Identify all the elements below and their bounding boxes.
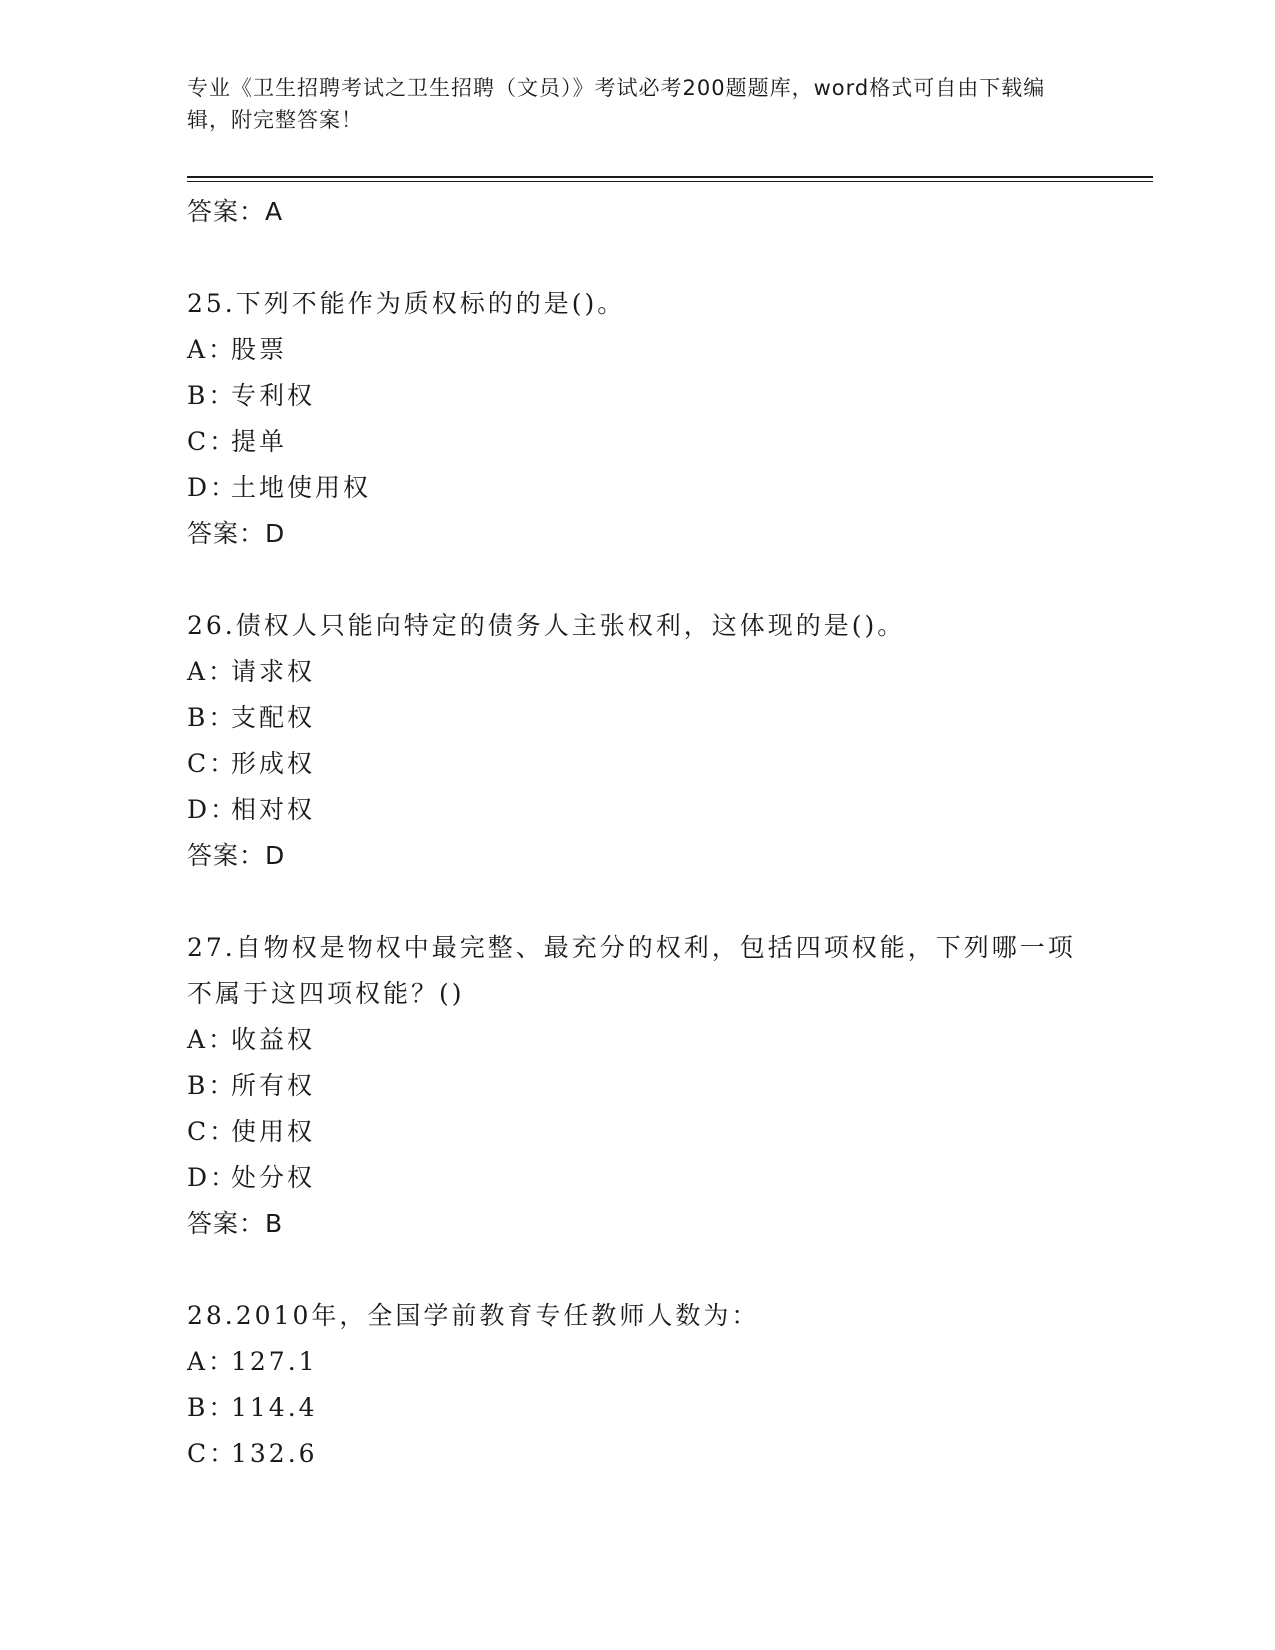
option-letter: B： <box>187 703 237 732</box>
option-item <box>187 373 1087 419</box>
spacer <box>187 1247 1087 1293</box>
option-letter: A： <box>187 1347 237 1376</box>
option-text: 114.4 <box>231 1393 318 1422</box>
option-item <box>187 695 1087 741</box>
option-text: 132.6 <box>231 1439 318 1468</box>
option-item <box>187 787 1087 833</box>
option-item <box>187 649 1087 695</box>
option-letter: C： <box>187 1439 238 1468</box>
answer-line: 答案：A <box>187 197 284 226</box>
option-text: 请求权 <box>231 657 316 686</box>
spacer <box>187 557 1087 603</box>
option-text: 使用权 <box>231 1117 316 1146</box>
question-stem: 26.债权人只能向特定的债务人主张权利，这体现的是()。 <box>187 611 906 640</box>
spacer <box>187 235 1087 281</box>
option-item <box>187 1155 1087 1201</box>
option-letter: C： <box>187 427 238 456</box>
option-letter: D： <box>187 1163 239 1192</box>
option-text: 127.1 <box>231 1347 318 1376</box>
answer-line: 答案：D <box>187 519 286 548</box>
option-letter: D： <box>187 473 239 502</box>
option-item <box>187 419 1087 465</box>
option-text: 所有权 <box>231 1071 316 1100</box>
option-text: 土地使用权 <box>231 473 372 502</box>
answer-line: 答案：B <box>187 1209 284 1238</box>
answer-line: 答案：D <box>187 841 286 870</box>
spacer <box>187 879 1087 925</box>
option-letter: B： <box>187 381 237 410</box>
option-text: 提单 <box>231 427 288 456</box>
option-text: 处分权 <box>231 1163 316 1192</box>
page-header: 专业《卫生招聘考试之卫生招聘（文员）》考试必考200题题库，word格式可自由下载编辑，附完整答案！ <box>187 76 1046 132</box>
option-letter: C： <box>187 1117 238 1146</box>
option-letter: A： <box>187 1025 237 1054</box>
option-text: 股票 <box>231 335 288 364</box>
option-letter: A： <box>187 335 237 364</box>
question-stem: 25.下列不能作为质权标的的是()。 <box>187 289 626 318</box>
header-divider <box>187 176 1153 178</box>
question-stem: 27.自物权是物权中最完整、最充分的权利，包括四项权能，下列哪一项不属于这四项权能？() <box>187 933 1076 1008</box>
option-item <box>187 1431 1087 1477</box>
option-item <box>187 1385 1087 1431</box>
option-item <box>187 1017 1087 1063</box>
option-item <box>187 465 1087 511</box>
option-letter: B： <box>187 1393 237 1422</box>
question-stem: 28.2010年，全国学前教育专任教师人数为： <box>187 1301 760 1330</box>
question-list <box>187 189 1087 1477</box>
header-divider-thin <box>187 181 1153 182</box>
option-text: 相对权 <box>231 795 316 824</box>
option-item <box>187 1063 1087 1109</box>
option-text: 支配权 <box>231 703 316 732</box>
option-item <box>187 1109 1087 1155</box>
option-text: 形成权 <box>231 749 316 778</box>
option-letter: A： <box>187 657 237 686</box>
option-text: 专利权 <box>231 381 316 410</box>
option-item <box>187 327 1087 373</box>
option-letter: D： <box>187 795 239 824</box>
option-text: 收益权 <box>231 1025 316 1054</box>
option-item <box>187 1339 1087 1385</box>
option-item <box>187 741 1087 787</box>
option-letter: C： <box>187 749 238 778</box>
option-letter: B： <box>187 1071 237 1100</box>
